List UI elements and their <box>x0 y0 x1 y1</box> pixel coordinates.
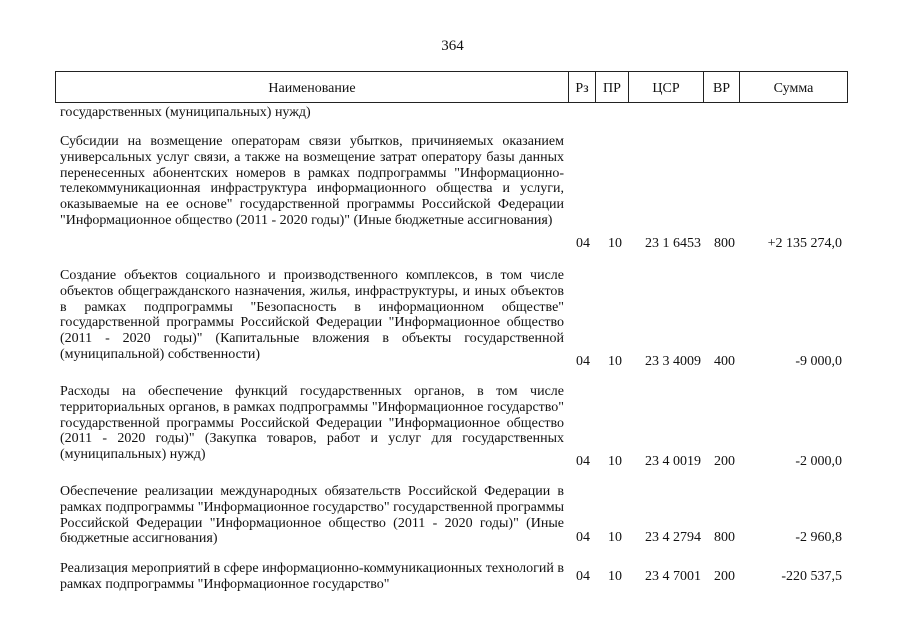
row-sum: -220 537,5 <box>781 569 842 584</box>
table-row <box>0 484 905 546</box>
row-csr: 23 3 4009 <box>645 354 701 369</box>
row-sum: -9 000,0 <box>795 354 842 369</box>
row-pr: 10 <box>608 354 622 369</box>
table-header <box>55 71 848 103</box>
header-name: Наименование <box>268 81 356 96</box>
row-rz: 04 <box>576 569 590 584</box>
row-rz: 04 <box>576 236 590 251</box>
row-description: Расходы на обеспечение функций государственных органов, в том числе территориальных органов, в рамках подпрограммы "Информационное государство" государственной программы Российской Федерации "Информационное общество (2011 - 2020 годы)" (Закупка товаров, работ и услуг для государственных (муниципальных) нужд) <box>60 384 564 463</box>
row-sum: -2 960,8 <box>795 530 842 545</box>
page-number: 364 <box>441 38 464 54</box>
row-csr: 23 4 2794 <box>645 530 701 545</box>
row-description: Создание объектов социального и производственного комплексов, в том числе объектов общегражданского назначения, жилья, инфраструктуры, и иных объектов в рамках подпрограммы "Безопасность в информационном обществе" государственной программы Российской Федерации "Информационное общество (2011 - 2020 годы)" (Капитальные вложения в объекты государственной (муниципальной) собственности) <box>60 268 564 362</box>
header-csr: ЦСР <box>628 72 703 102</box>
table-row <box>0 268 905 370</box>
row-vr: 400 <box>714 354 735 369</box>
row-description: Реализация мероприятий в сфере информационно-коммуникационных технологий в рамках подпрограммы "Информационное государство" <box>60 561 564 592</box>
header-vr: ВР <box>703 72 739 102</box>
row-csr: 23 1 6453 <box>645 236 701 251</box>
table-row <box>0 561 905 593</box>
row-pr: 10 <box>608 530 622 545</box>
row-pr: 10 <box>608 454 622 469</box>
row-sum: +2 135 274,0 <box>767 236 842 251</box>
row-vr: 800 <box>714 236 735 251</box>
row-pr: 10 <box>608 569 622 584</box>
header-pr: ПР <box>595 72 628 102</box>
header-sum: Сумма <box>739 72 847 102</box>
row-csr: 23 4 7001 <box>645 569 701 584</box>
row-vr: 200 <box>714 454 735 469</box>
continuation-text: государственных (муниципальных) нужд) <box>60 105 311 120</box>
row-rz: 04 <box>576 354 590 369</box>
header-rz: Рз <box>568 72 595 102</box>
row-vr: 200 <box>714 569 735 584</box>
row-csr: 23 4 0019 <box>645 454 701 469</box>
row-sum: -2 000,0 <box>795 454 842 469</box>
row-description: Обеспечение реализации международных обязательств Российской Федерации в рамках подпрограммы "Информационное государство" государственной программы Российской Федерации "Информационное общество (2011 - 2020 годы)" (Иные бюджетные ассигнования) <box>60 484 564 547</box>
row-rz: 04 <box>576 454 590 469</box>
table-row <box>0 134 905 252</box>
table-row <box>0 384 905 470</box>
row-vr: 800 <box>714 530 735 545</box>
row-pr: 10 <box>608 236 622 251</box>
row-description: Субсидии на возмещение операторам связи убытков, причиняемых оказанием универсальных услуг связи, а также на возмещение затрат оператору базы данных перенесенных абонентских номеров в рамках подпрограммы "Информационно-телекоммуникационная инфраструктура информационного общества и услуги, оказываемые на ее основе" государственной программы Российской Федерации "Информационное общество (2011 - 2020 годы)" (Иные бюджетные ассигнования) <box>60 134 564 228</box>
row-rz: 04 <box>576 530 590 545</box>
